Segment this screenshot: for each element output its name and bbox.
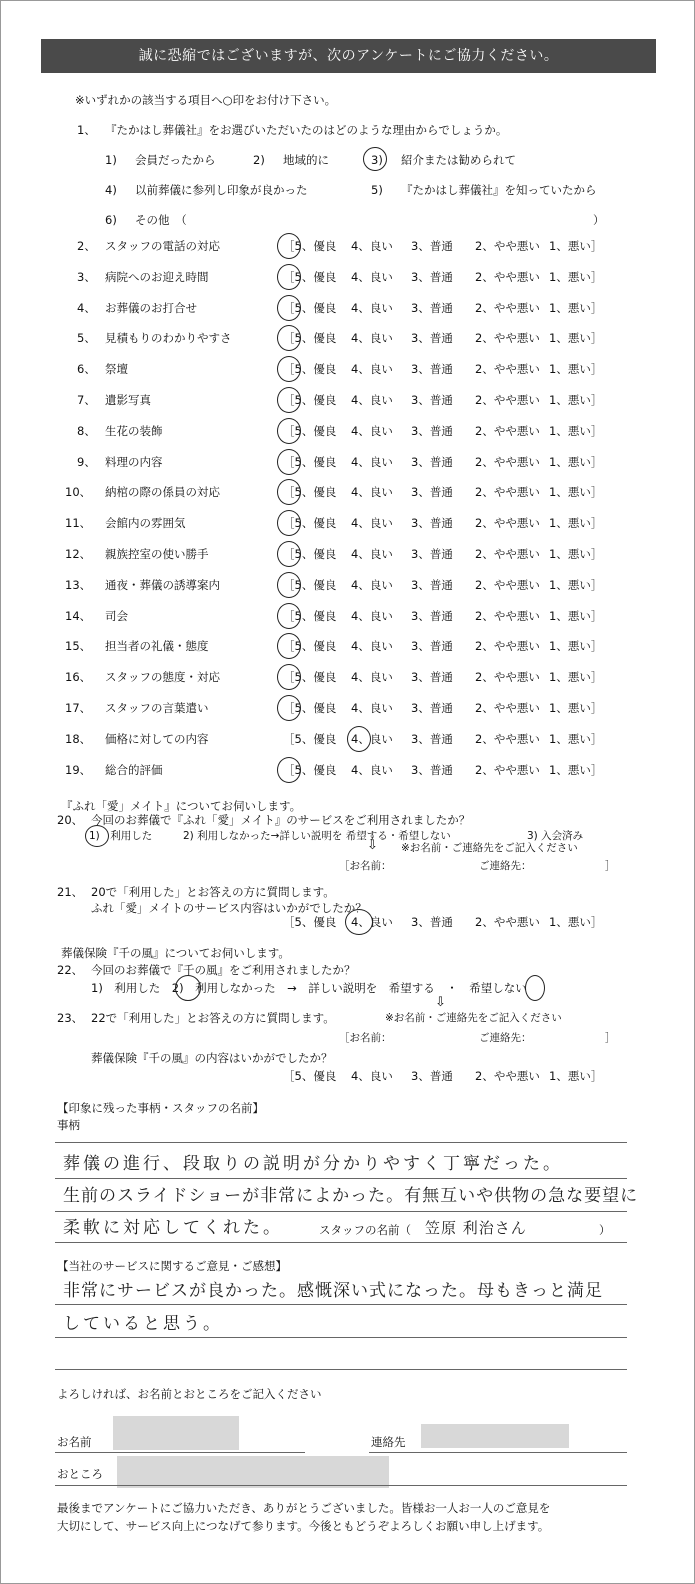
rating-number: 3、 xyxy=(77,269,96,284)
rating-scale-option: 3、普通 xyxy=(411,670,453,685)
rating-scale-option: 1、悪い］ xyxy=(549,670,603,685)
closing-line2: 大切にして、サービス向上につなげて参ります。今後ともどうぞよろしくお願い申し上げます。 xyxy=(57,1519,550,1533)
q21-scale-option: 3、普通 xyxy=(411,915,453,929)
answer-circle xyxy=(277,757,301,783)
rating-label: 通夜・葬儀の誘導案内 xyxy=(105,577,220,592)
rating-scale-option: ［5、優良 xyxy=(283,331,337,346)
rating-label: お葬儀のお打合せ xyxy=(105,300,197,315)
rating-scale-option: 4、良い xyxy=(351,762,393,777)
rating-scale-option: 4、良い xyxy=(351,516,393,531)
q23-scale-option: 1、悪い］ xyxy=(549,1069,603,1083)
rating-number: 4、 xyxy=(77,300,96,315)
rating-scale-option: 4、良い xyxy=(351,269,393,284)
closing-line1: 最後までアンケートにご協力いただき、ありがとうございました。皆様お一人お一人のご意見を xyxy=(57,1501,551,1515)
rating-scale-option: 1、悪い］ xyxy=(549,639,603,654)
rating-scale-option: 3、普通 xyxy=(411,608,453,623)
rating-scale-option: 3、普通 xyxy=(411,731,453,746)
rating-scale-option: ［5、優良 xyxy=(283,516,337,531)
rating-number: 7、 xyxy=(77,393,96,407)
rating-label: スタッフの態度・対応 xyxy=(105,670,220,685)
rating-scale-option: 1、悪い］ xyxy=(549,239,603,253)
rating-scale-option: 1、悪い］ xyxy=(549,762,603,777)
rating-scale-option: 3、普通 xyxy=(411,577,453,592)
rating-scale-option: ［5、優良 xyxy=(283,454,337,469)
rating-scale-option: 3、普通 xyxy=(411,485,453,500)
answer-circle xyxy=(277,356,301,382)
staff-name: 笠原 利治さん xyxy=(425,1219,527,1237)
footer-address-label: おところ xyxy=(57,1467,103,1481)
answer-circle xyxy=(277,295,301,321)
staff-name-label: スタッフの名前（ xyxy=(319,1223,411,1237)
staff-name-close: ） xyxy=(599,1223,611,1237)
q1-opt1-num: 1) xyxy=(105,153,117,167)
rating-number: 18、 xyxy=(65,731,92,746)
rating-scale-option: 2、やや悪い xyxy=(475,331,540,346)
rating-scale-option: 2、やや悪い xyxy=(475,701,540,715)
rating-scale-option: 2、やや悪い xyxy=(475,454,540,469)
rating-label: 会館内の雰囲気 xyxy=(105,516,186,531)
q23-scale-option: 2、やや悪い xyxy=(475,1069,540,1083)
answer-circle xyxy=(345,909,373,935)
q22-question: 今回のお葬儀で『千の風』をご利用されましたか？ xyxy=(91,963,356,977)
impression-hw-line2: 生前のスライドショーが非常によかった。有無互いや供物の急な要望に xyxy=(63,1186,639,1206)
rating-scale-option: 4、良い xyxy=(351,393,393,407)
answer-circle xyxy=(277,572,301,598)
rating-label: 料理の内容 xyxy=(105,454,163,469)
rating-number: 19、 xyxy=(65,762,92,777)
rating-scale-option: 3、普通 xyxy=(411,547,453,561)
line xyxy=(55,1142,627,1143)
rating-scale-option: ［5、優良 xyxy=(283,731,337,746)
rating-scale-option: 4、良い xyxy=(351,423,393,438)
senno-heading: 葬儀保険『千の風』についてお伺いします。 xyxy=(61,946,290,960)
rating-label: 価格に対しての内容 xyxy=(105,731,209,746)
rating-scale-option: ［5、優良 xyxy=(283,362,337,377)
rating-scale-option: ［5、優良 xyxy=(283,485,337,500)
rating-scale-option: 4、良い xyxy=(351,300,393,315)
rating-scale-option: ［5、優良 xyxy=(283,577,337,592)
rating-scale-option: 3、普通 xyxy=(411,239,453,253)
q21-question-2: ふれ「愛」メイトのサービス内容はいかがでしたか？ xyxy=(91,901,367,915)
rating-scale-option: 3、普通 xyxy=(411,393,453,407)
rating-number: 17、 xyxy=(65,701,92,715)
q1-opt3-num: 3) xyxy=(371,153,383,167)
rating-scale-option: ［5、優良 xyxy=(283,423,337,438)
rating-scale-option: 3、普通 xyxy=(411,269,453,284)
q1-opt4-num: 4) xyxy=(105,183,117,197)
rating-scale-option: 3、普通 xyxy=(411,516,453,531)
fure-heading: 『ふれ「愛」メイト』についてお伺いします。 xyxy=(61,799,302,813)
answer-circle xyxy=(277,479,301,505)
rating-scale-option: 1、悪い］ xyxy=(549,701,603,715)
rating-number: 11、 xyxy=(65,516,92,531)
q21-number: 21、 xyxy=(57,885,84,899)
line xyxy=(55,1178,627,1179)
q20-number: 20、 xyxy=(57,813,84,827)
q23-scale-option: ［5、優良 xyxy=(283,1069,337,1083)
rating-scale-option: ［5、優良 xyxy=(283,300,337,315)
answer-circle xyxy=(277,603,301,629)
q1-question: 『たかはし葬儀社』をお選びいただいたのはどのような理由からでしょうか。 xyxy=(105,123,508,137)
rating-scale-option: 4、良い xyxy=(351,454,393,469)
rating-scale-option: 2、やや悪い xyxy=(475,731,540,746)
q23-contact-label: ご連絡先： xyxy=(479,1032,532,1044)
rating-label: 病院へのお迎え時間 xyxy=(105,269,209,284)
rating-scale-option: 3、普通 xyxy=(411,454,453,469)
q22-options: 1) 利用した 2) 利用しなかった → 詳しい説明を 希望する ・ 希望しない xyxy=(91,981,527,995)
rating-scale-option: 1、悪い］ xyxy=(549,423,603,438)
line xyxy=(55,1337,627,1338)
rating-scale-option: 2、やや悪い xyxy=(475,393,540,407)
redacted-address xyxy=(117,1456,389,1488)
footer-name-label: お名前 xyxy=(57,1435,92,1449)
rating-label: スタッフの言葉遣い xyxy=(105,701,209,715)
q20-name-label: ［お名前： xyxy=(339,860,392,872)
q1-opt2-num: 2) xyxy=(253,153,265,167)
answer-circle xyxy=(277,664,301,690)
rating-number: 16、 xyxy=(65,670,92,685)
rating-number: 10、 xyxy=(65,485,92,500)
impression-heading: 【印象に残った事柄・スタッフの名前】 xyxy=(57,1101,264,1115)
instruction-text: ※いずれかの該当する項目へ○印をお付け下さい。 xyxy=(75,93,337,107)
answer-circle xyxy=(175,975,201,1001)
q21-scale-option: ［5、優良 xyxy=(283,915,337,929)
rating-scale-option: 3、普通 xyxy=(411,639,453,654)
rating-scale-option: ［5、優良 xyxy=(283,670,337,685)
rating-scale-option: 4、良い xyxy=(351,331,393,346)
impression-hw-line1: 葬儀の進行、段取りの説明が分かりやすく丁寧だった。 xyxy=(63,1154,563,1174)
line xyxy=(55,1369,627,1370)
q1-opt1-label: 会員だったから xyxy=(135,153,216,167)
rating-label: スタッフの電話の対応 xyxy=(105,239,220,253)
line xyxy=(55,1452,305,1453)
answer-circle xyxy=(277,418,301,444)
rating-scale-option: 2、やや悪い xyxy=(475,639,540,654)
rating-scale-option: 4、良い xyxy=(351,701,393,715)
q21-question: 20で「利用した」とお答えの方に質問します。 xyxy=(91,885,335,899)
line xyxy=(369,1452,627,1453)
answer-circle xyxy=(277,264,301,290)
q21-scale-option: 1、悪い］ xyxy=(549,915,603,929)
rating-scale-option: 1、悪い］ xyxy=(549,516,603,531)
rating-scale-option: 2、やや悪い xyxy=(475,362,540,377)
feedback-hw-line2: していると思う。 xyxy=(63,1314,223,1334)
redacted-name xyxy=(113,1416,239,1450)
rating-scale-option: ［5、優良 xyxy=(283,608,337,623)
rating-label: 納棺の際の係員の対応 xyxy=(105,485,220,500)
rating-scale-option: 3、普通 xyxy=(411,362,453,377)
q1-number: 1、 xyxy=(77,123,96,137)
footer-prompt: よろしければ、お名前とおところをご記入ください xyxy=(57,1387,322,1401)
rating-scale-option: 4、良い xyxy=(351,485,393,500)
rating-scale-option: 4、良い xyxy=(351,608,393,623)
rating-label: 担当者の礼儀・態度 xyxy=(105,639,209,654)
rating-scale-option: 4、良い xyxy=(351,362,393,377)
line xyxy=(55,1485,627,1486)
feedback-hw-line1: 非常にサービスが良かった。感慨深い式になった。母もきっと満足 xyxy=(63,1281,603,1301)
rating-scale-option: 2、やや悪い xyxy=(475,239,540,253)
rating-number: 14、 xyxy=(65,608,92,623)
answer-circle xyxy=(525,975,545,1001)
rating-scale-option: ［5、優良 xyxy=(283,701,337,715)
rating-scale-option: 1、悪い］ xyxy=(549,454,603,469)
rating-scale-option: 2、やや悪い xyxy=(475,423,540,438)
rating-number: 13、 xyxy=(65,577,92,592)
rating-label: 生花の装飾 xyxy=(105,423,163,438)
rating-scale-option: 4、良い xyxy=(351,670,393,685)
q23-name-label: ［お名前： xyxy=(339,1032,392,1044)
rating-scale-option: ［5、優良 xyxy=(283,269,337,284)
q23-scale-option: 3、普通 xyxy=(411,1069,453,1083)
rating-label: 遺影写真 xyxy=(105,393,151,407)
rating-label: 親族控室の使い勝手 xyxy=(105,547,209,561)
rating-scale-option: 4、良い xyxy=(351,639,393,654)
rating-scale-option: 1、悪い］ xyxy=(549,393,603,407)
rating-scale-option: 3、普通 xyxy=(411,331,453,346)
q20-question: 今回のお葬儀で『ふれ「愛」メイト』のサービスをご利用されましたか？ xyxy=(91,813,471,827)
q20-opt2: 2) 利用しなかった→詳しい説明を 希望する・希望しない xyxy=(183,830,451,842)
q20-opt3: 3) 入会済み xyxy=(527,830,584,842)
rating-scale-option: 4、良い xyxy=(351,239,393,253)
q23-question: 22で「利用した」とお答えの方に質問します。 xyxy=(91,1011,335,1025)
q20-opt1: 1) 利用した xyxy=(89,830,153,842)
rating-number: 5、 xyxy=(77,331,96,346)
answer-circle xyxy=(277,510,301,536)
rating-label: 司会 xyxy=(105,608,128,623)
header-banner: 誠に恐縮ではございますが、次のアンケートにご協力ください。 xyxy=(41,39,656,73)
rating-scale-option: 2、やや悪い xyxy=(475,516,540,531)
q1-opt2-label: 地域的に xyxy=(283,153,329,167)
q1-opt6-num: 6) xyxy=(105,213,117,227)
rating-scale-option: 2、やや悪い xyxy=(475,547,540,561)
q23-note: ※お名前・ご連絡先をご記入ください xyxy=(385,1012,562,1024)
rating-scale-option: 3、普通 xyxy=(411,701,453,715)
rating-scale-option: ［5、優良 xyxy=(283,762,337,777)
rating-scale-option: 2、やや悪い xyxy=(475,577,540,592)
rating-scale-option: 1、悪い］ xyxy=(549,547,603,561)
down-arrow-icon: ⇩ xyxy=(435,995,446,1010)
rating-scale-option: 4、良い xyxy=(351,731,393,746)
impression-sub: 事柄 xyxy=(57,1118,80,1132)
rating-number: 12、 xyxy=(65,547,92,561)
rating-scale-option: ［5、優良 xyxy=(283,393,337,407)
rating-scale-option: 2、やや悪い xyxy=(475,485,540,500)
q23-scale-option: 4、良い xyxy=(351,1069,393,1083)
q20-close-bracket: ］ xyxy=(605,860,616,872)
rating-number: 2、 xyxy=(77,239,96,253)
rating-scale-option: 2、やや悪い xyxy=(475,300,540,315)
rating-number: 8、 xyxy=(77,423,96,438)
q1-opt4-label: 以前葬儀に参列し印象が良かった xyxy=(135,183,308,197)
rating-scale-option: 2、やや悪い xyxy=(475,762,540,777)
rating-scale-option: 1、悪い］ xyxy=(549,331,603,346)
rating-scale-option: 1、悪い］ xyxy=(549,577,603,592)
rating-label: 総合的評価 xyxy=(105,762,163,777)
rating-label: 見積もりのわかりやすさ xyxy=(105,331,232,346)
answer-circle xyxy=(277,449,301,475)
rating-scale-option: ［5、優良 xyxy=(283,547,337,561)
answer-circle xyxy=(277,633,301,659)
rating-scale-option: 1、悪い］ xyxy=(549,362,603,377)
q1-opt3-label: 紹介または勧められて xyxy=(401,153,516,167)
answer-circle xyxy=(363,147,387,171)
q21-scale-option: 4、良い xyxy=(351,915,393,929)
q1-opt5-num: 5) xyxy=(371,183,383,197)
rating-scale-option: 1、悪い］ xyxy=(549,608,603,623)
rating-scale-option: 3、普通 xyxy=(411,423,453,438)
down-arrow-icon: ⇩ xyxy=(367,838,378,853)
rating-number: 6、 xyxy=(77,362,96,377)
answer-circle xyxy=(277,325,301,351)
q20-note: ※お名前・ご連絡先をご記入ください xyxy=(401,842,578,854)
line xyxy=(55,1211,627,1212)
rating-scale-option: 2、やや悪い xyxy=(475,608,540,623)
feedback-heading: 【当社のサービスに関するご意見・ご感想】 xyxy=(57,1259,287,1273)
rating-number: 9、 xyxy=(77,454,96,469)
rating-scale-option: 2、やや悪い xyxy=(475,269,540,284)
rating-scale-option: 1、悪い］ xyxy=(549,485,603,500)
rating-scale-option: ［5、優良 xyxy=(283,239,337,253)
redacted-contact xyxy=(421,1424,569,1448)
rating-scale-option: 2、やや悪い xyxy=(475,670,540,685)
answer-circle xyxy=(277,541,301,567)
rating-scale-option: 1、悪い］ xyxy=(549,269,603,284)
q23-close-bracket: ］ xyxy=(605,1032,616,1044)
footer-contact-label: 連絡先 xyxy=(371,1435,406,1449)
answer-circle xyxy=(347,726,371,752)
rating-scale-option: ［5、優良 xyxy=(283,639,337,654)
answer-circle xyxy=(277,233,301,259)
rating-scale-option: 4、良い xyxy=(351,547,393,561)
rating-scale-option: 1、悪い］ xyxy=(549,300,603,315)
q21-scale-option: 2、やや悪い xyxy=(475,915,540,929)
line xyxy=(55,1304,627,1305)
q23-number: 23、 xyxy=(57,1011,84,1025)
rating-number: 15、 xyxy=(65,639,92,654)
q20-contact-label: ご連絡先： xyxy=(479,860,532,872)
q23-question-2: 葬儀保険『千の風』の内容はいかがでしたか？ xyxy=(91,1051,333,1065)
answer-circle xyxy=(85,825,109,847)
rating-label: 祭壇 xyxy=(105,362,128,377)
answer-circle xyxy=(277,387,301,413)
rating-scale-option: 3、普通 xyxy=(411,300,453,315)
rating-scale-option: 4、良い xyxy=(351,577,393,592)
q22-number: 22、 xyxy=(57,963,84,977)
line xyxy=(55,1242,627,1243)
rating-scale-option: 1、悪い］ xyxy=(549,731,603,746)
q1-opt5-label: 『たかはし葬儀社』を知っていたから xyxy=(401,183,597,197)
impression-hw-line3: 柔軟に対応してくれた。 xyxy=(63,1218,283,1238)
q1-opt6-label: その他 （ xyxy=(135,213,187,227)
q1-opt6-close: ） xyxy=(593,213,605,227)
answer-circle xyxy=(277,695,301,721)
rating-scale-option: 3、普通 xyxy=(411,762,453,777)
